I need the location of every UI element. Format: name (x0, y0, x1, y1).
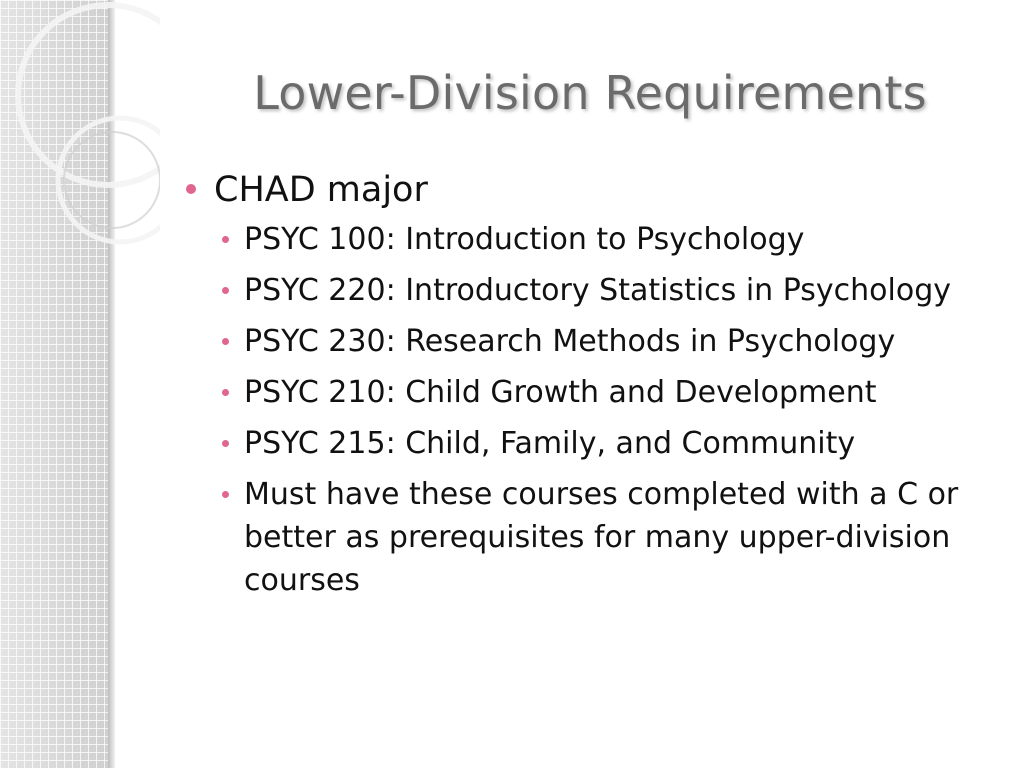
sub-bullet-text: Must have these courses completed with a C or better as prerequisites for many upper-division courses (244, 477, 959, 598)
sub-bullet-item (182, 473, 984, 602)
sub-bullet-text: PSYC 230: Research Methods in Psychology (244, 324, 896, 359)
sub-bullet-list (182, 218, 982, 602)
sub-bullet-item (182, 269, 984, 312)
bullet-dot-icon (222, 287, 229, 294)
sub-bullet-item (182, 422, 984, 465)
bullet-dot-icon (222, 389, 229, 396)
bullet-dot-icon (222, 440, 229, 447)
sub-bullet-text: PSYC 220: Introductory Statistics in Psychology (244, 273, 952, 308)
sub-bullet-text: PSYC 100: Introduction to Psychology (244, 222, 805, 257)
sub-bullet-item (182, 371, 984, 414)
bullet-dot-icon (222, 338, 229, 345)
main-bullet-text: CHAD major (214, 170, 428, 210)
bullet-dot-icon (186, 184, 196, 194)
bullet-dot-icon (222, 491, 229, 498)
bullet-dot-icon (222, 236, 229, 243)
main-bullet-item (182, 168, 982, 212)
sub-bullet-item (182, 218, 984, 261)
slide-title: Lower-Division Requirements (253, 66, 927, 120)
sub-bullet-item (182, 320, 984, 363)
decorative-circles (0, 0, 160, 300)
decorative-circle-large (18, 5, 160, 185)
sub-bullet-text: PSYC 215: Child, Family, and Community (244, 426, 856, 461)
sub-bullet-text: PSYC 210: Child Growth and Development (244, 375, 877, 410)
bullet-content (182, 168, 982, 610)
